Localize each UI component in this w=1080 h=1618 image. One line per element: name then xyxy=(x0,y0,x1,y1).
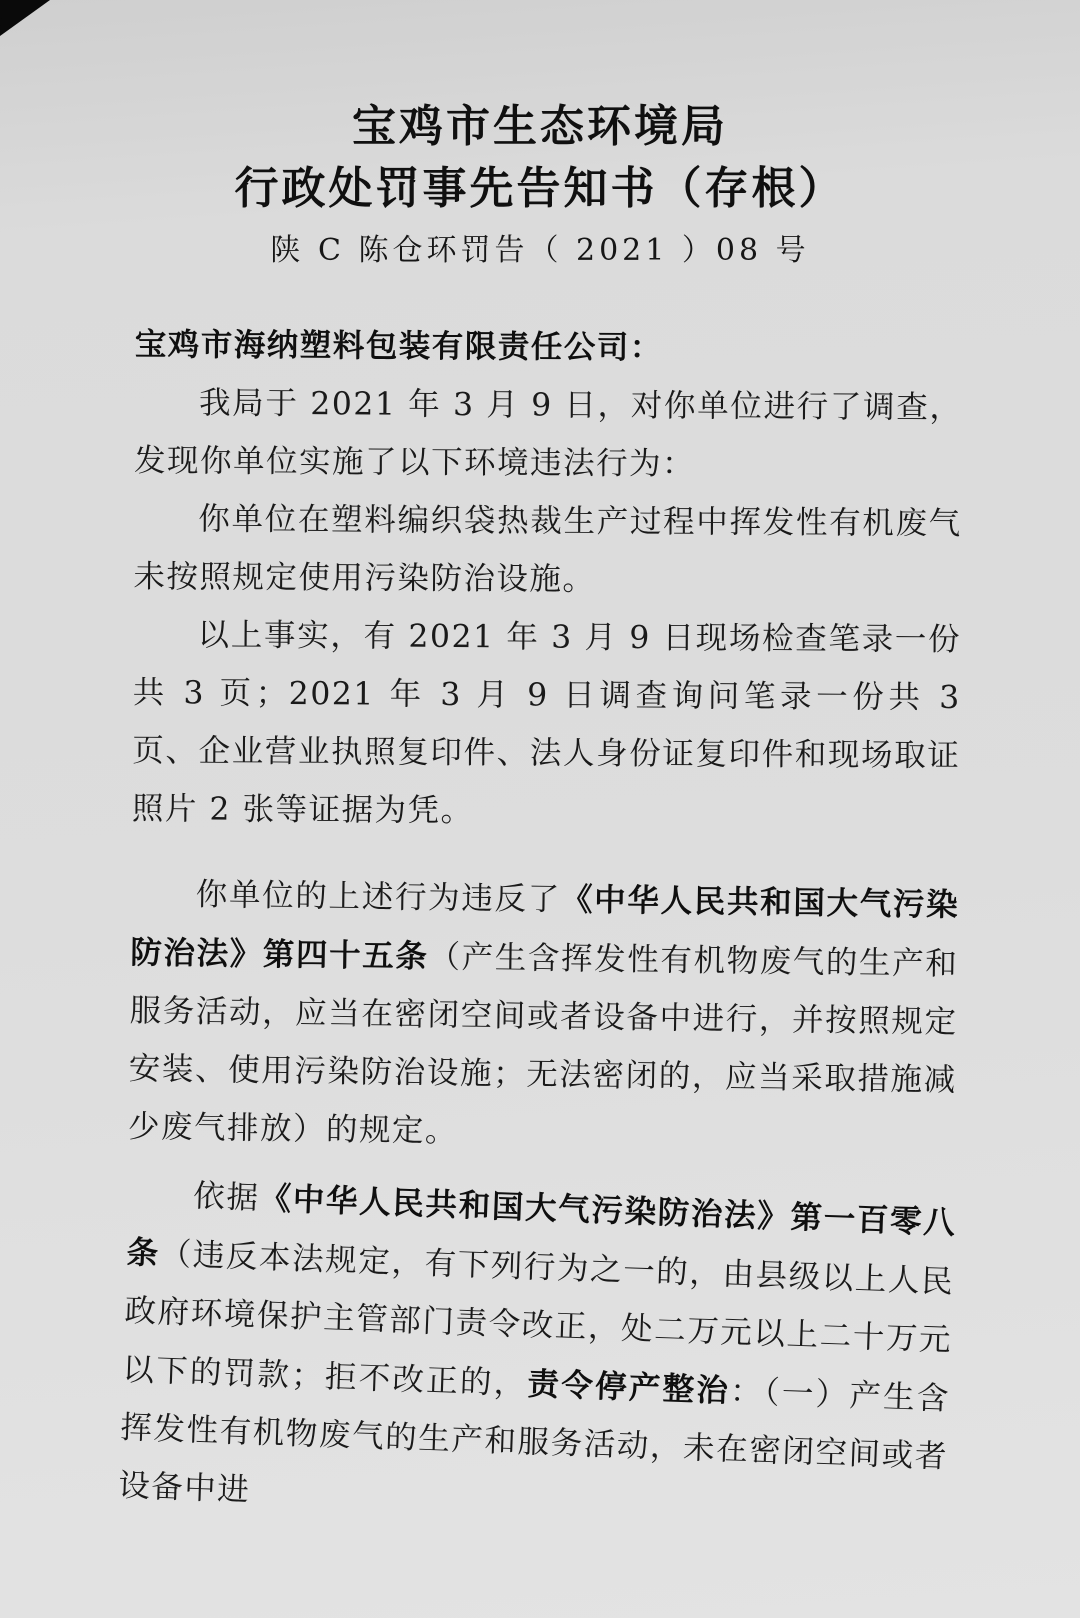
scan-corner-fold-mark xyxy=(0,0,50,36)
paragraph xyxy=(134,374,963,495)
text-run: （产生含挥发性有机物废气的生产和服务活动，应当在密闭空间或者设备中进行，并按照规定安装、使用污染防治设施；无法密闭的，应当采取措施减少废气排放）的规定。 xyxy=(127,939,959,1150)
document-body xyxy=(117,315,963,1520)
paragraph xyxy=(133,490,962,611)
bold-text-run: 《中华人民共和国大气污染防治法》第一百零八条 xyxy=(126,1179,957,1272)
text-run: 你单位在塑料编织袋热裁生产过程中挥发性有机废气未按照规定使用污染防治设施。 xyxy=(133,501,962,598)
text-run: 你单位的上述行为违反了 xyxy=(195,876,562,918)
agency-title: 宝鸡市生态环境局 xyxy=(352,102,728,151)
paragraph xyxy=(132,606,961,843)
document-number: 陕 C 陈仓环罚告（ 2021 ）08 号 xyxy=(270,233,810,268)
text-run: ：（一）产生含挥发性有机物废气的生产和服务活动，未在密闭空间或者设备中进 xyxy=(117,1373,951,1509)
bold-text-run: 责令停产整治 xyxy=(526,1365,731,1409)
paragraph xyxy=(128,864,960,1168)
bold-text-run: 宝鸡市海纳塑料包装有限责任公司： xyxy=(134,325,663,366)
document-header xyxy=(0,0,1080,273)
document-title: 行政处罚事先告知书（存根） xyxy=(234,164,846,213)
text-run: （违反本法规定，有下列行为之一的，由县级以上人民政府环境保护主管部门责令改正，处二万元以上二十万元以下的罚款；拒不改正的， xyxy=(121,1236,955,1403)
paragraph xyxy=(135,315,963,379)
text-run: 以上事实，有 2021 年 3 月 9 日现场检查笔录一份共 3 页；2021 年 3 月 9 日调查询问笔录一份共 3 页、企业营业执照复印件、法人身份证复印件和现场取证照片 2 张等证据为凭。 xyxy=(131,617,962,830)
paragraph xyxy=(117,1164,957,1544)
text-run: 依据 xyxy=(192,1178,261,1217)
bold-text-run: 《中华人民共和国大气污染防治法》第四十五条 xyxy=(130,880,960,975)
text-run: 我局于 2021 年 3 月 9 日，对你单位进行了调查，发现你单位实施了以下环境违法行为： xyxy=(133,385,963,483)
